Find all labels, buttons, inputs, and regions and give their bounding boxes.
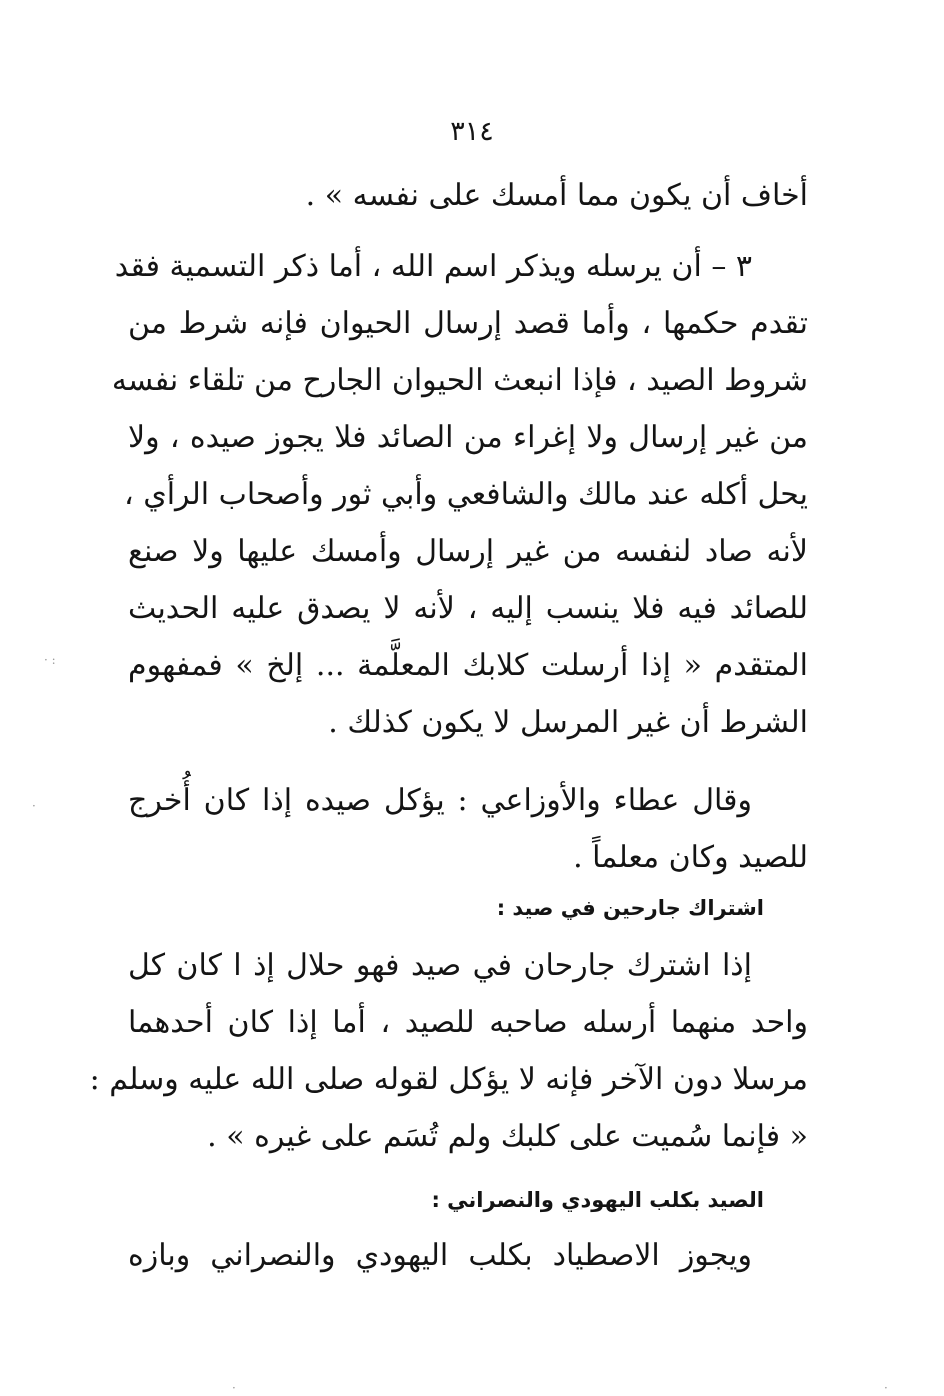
- section-heading: الصيد بكلب اليهودي والنصراني :: [431, 1188, 764, 1212]
- text-line: المتقدم « إذا أرسلت كلابك المعلَّمة ... إلخ » فمفهوم: [128, 648, 808, 683]
- text-line: يحل أكله عند مالك والشافعي وأبي ثور وأصحاب الرأي ،: [124, 477, 808, 512]
- paragraph-ata-awzai: [128, 772, 808, 886]
- paragraph-two-predators: [89, 937, 808, 1165]
- text-line: واحد منهما أرسله صاحبه للصيد ، أما إذا كان أحدهما: [128, 1005, 808, 1040]
- scan-speck: ·: [32, 799, 36, 813]
- text-line: الشرط أن غير المرسل لا يكون كذلك .: [328, 705, 808, 740]
- text-line: ٣ – أن يرسله ويذكر اسم الله ، أما ذكر التسمية فقد: [114, 249, 752, 284]
- text-line: لأنه صاد لنفسه من غير إرسال وأمسك عليها ولا صنع: [128, 534, 808, 569]
- paragraph-condition-3: [111, 238, 808, 751]
- scan-speck: ·: [884, 1381, 888, 1395]
- paragraph-continuation: [128, 167, 808, 224]
- text-line: من غير إرسال ولا إغراء من الصائد فلا يجوز صيده ، ولا: [128, 420, 808, 455]
- text-line: شروط الصيد ، فإذا انبعث الحيوان الجارح من تلقاء نفسه: [111, 363, 808, 398]
- text-line: « فإنما سُميت على كلبك ولم تُسَم على غيره » .: [207, 1119, 808, 1154]
- scan-speck: ·: [232, 1381, 236, 1395]
- text-line: ويجوز الاصطياد بكلب اليهودي والنصراني وبازه: [128, 1238, 752, 1273]
- section-heading: اشتراك جارحين في صيد :: [496, 896, 764, 920]
- paragraph-jewish-christian-dog: [128, 1227, 808, 1284]
- text-line: تقدم حكمها ، وأما قصد إرسال الحيوان فإنه شرط من: [128, 306, 808, 341]
- text-line: مرسلا دون الآخر فإنه لا يؤكل لقوله صلى الله عليه وسلم :: [89, 1062, 808, 1097]
- scan-speck: · :: [44, 653, 56, 667]
- text-line: إذا اشترك جارحان في صيد فهو حلال إذ ا كان كل: [128, 948, 752, 983]
- text-line: وقال عطاء والأوزاعي : يؤكل صيده إذا كان أُخرج: [128, 783, 752, 818]
- text-line: للصائد فيه فلا ينسب إليه ، لأنه لا يصدق عليه الحديث: [128, 591, 808, 626]
- text-line: للصيد وكان معلماً .: [573, 840, 808, 875]
- text-line: أخاف أن يكون مما أمسك على نفسه » .: [305, 178, 808, 213]
- page-number: ٣١٤: [450, 116, 494, 147]
